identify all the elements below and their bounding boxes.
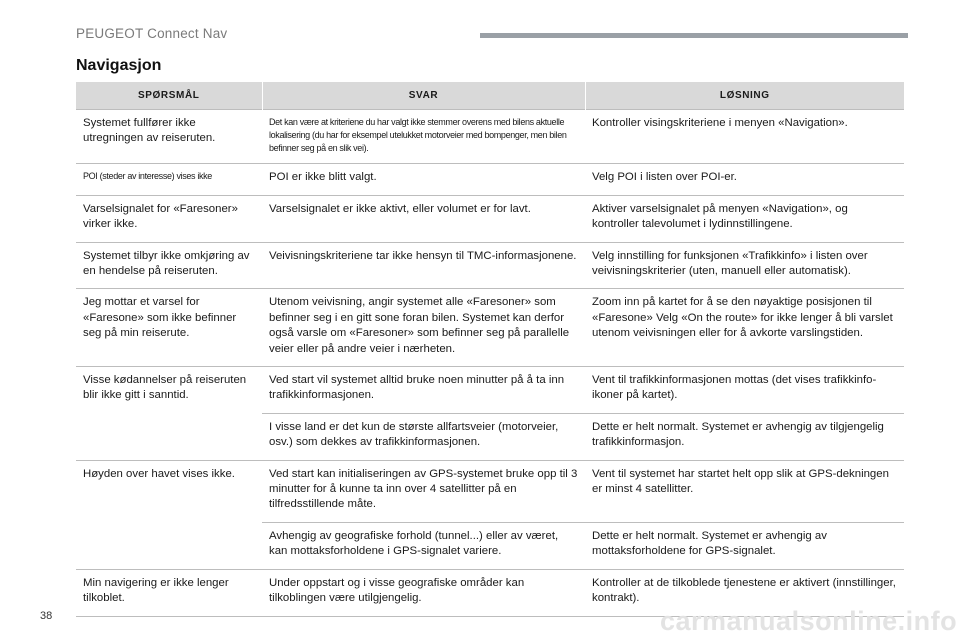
table-row (76, 195, 904, 242)
column-header-answer: SVAR (262, 82, 585, 110)
table-row (76, 110, 904, 164)
answer-cell: I visse land er det kun de største allfartsveier (motorveier, osv.) som dekkes av trafikkinformasjonen. (262, 413, 585, 460)
solution-cell: Aktiver varselsignalet på menyen «Navigation», og kontroller talevolumet i lydinnstillingene. (585, 195, 904, 242)
question-cell: Min navigering er ikke lenger tilkoblet. (76, 569, 262, 616)
answer-cell: POI er ikke blitt valgt. (262, 164, 585, 195)
header-bar (480, 33, 908, 38)
answer-cell: Ved start vil systemet alltid bruke noen minutter på å ta inn trafikkinformasjonen. (262, 367, 585, 414)
faq-table (76, 82, 904, 617)
column-header-question: SPØRSMÅL (76, 82, 262, 110)
question-cell: Systemet fullfører ikke utregningen av reiseruten. (76, 110, 262, 164)
table-row (76, 289, 904, 367)
question-cell: Visse kødannelser på reiseruten blir ikke gitt i sanntid. (76, 367, 262, 461)
answer-cell: Utenom veivisning, angir systemet alle «Faresoner» som befinner seg i en gitt sone foran bilen. Systemet kan derfor også varsle om «Faresoner» som befinner seg på parallelle veier eller på andre veier i nærheten. (262, 289, 585, 367)
watermark: carmanualsonline.info (660, 606, 958, 636)
column-header-solution: LØSNING (585, 82, 904, 110)
answer-cell: Under oppstart og i visse geografiske områder kan tilkoblingen være utilgjengelig. (262, 569, 585, 616)
answer-cell: Veivisningskriteriene tar ikke hensyn til TMC-informasjonene. (262, 242, 585, 289)
solution-cell: Vent til trafikkinformasjonen mottas (det vises trafikkinfo-ikoner på kartet). (585, 367, 904, 414)
answer-cell: Varselsignalet er ikke aktivt, eller volumet er for lavt. (262, 195, 585, 242)
solution-cell: Kontroller visingskriteriene i menyen «Navigation». (585, 110, 904, 164)
question-cell: Jeg mottar et varsel for «Faresone» som ikke befinner seg på min reiserute. (76, 289, 262, 367)
page-title: Navigasjon (76, 57, 162, 74)
table-row (76, 242, 904, 289)
solution-cell: Velg POI i listen over POI-er. (585, 164, 904, 195)
question-cell: Varselsignalet for «Faresoner» virker ikke. (76, 195, 262, 242)
answer-cell: Ved start kan initialiseringen av GPS-systemet bruke opp til 3 minutter for å kunne ta inn over 4 satellitter på en tilfredsstillende måte. (262, 460, 585, 522)
table-row (76, 367, 904, 414)
solution-cell: Vent til systemet har startet helt opp slik at GPS-dekningen er minst 4 satellitter. (585, 460, 904, 522)
question-cell: Systemet tilbyr ikke omkjøring av en hendelse på reiseruten. (76, 242, 262, 289)
answer-cell: Det kan være at kriteriene du har valgt ikke stemmer overens med bilens aktuelle lokalisering (du har for eksempel utelukket motorveier med bompenger, men bilen befinner seg på en slik vei). (262, 110, 585, 164)
table-row (76, 460, 904, 522)
solution-cell: Dette er helt normalt. Systemet er avhengig av tilgjengelig trafikkinformasjon. (585, 413, 904, 460)
answer-cell: Avhengig av geografiske forhold (tunnel...) eller av været, kan mottaksforholdene i GPS-signalet variere. (262, 522, 585, 569)
solution-cell: Zoom inn på kartet for å se den nøyaktige posisjonen til «Faresone» Velg «On the route» for ikke lenger å bli varslet utenom veivisningen eller for å avkorte varslingstiden. (585, 289, 904, 367)
solution-cell: Kontroller at de tilkoblede tjenestene er aktivert (innstillinger, kontrakt). (585, 569, 904, 616)
solution-cell: Dette er helt normalt. Systemet er avhengig av mottaksforholdene for GPS-signalet. (585, 522, 904, 569)
question-cell: POI (steder av interesse) vises ikke (76, 164, 262, 195)
brand-title: PEUGEOT Connect Nav (76, 26, 228, 41)
table-header (76, 82, 904, 110)
question-cell: Høyden over havet vises ikke. (76, 460, 262, 569)
table-row (76, 164, 904, 195)
page-number: 38 (40, 610, 53, 622)
solution-cell: Velg innstilling for funksjonen «Trafikkinfo» i listen over veivisningskriterier (uten, manuell eller automatisk). (585, 242, 904, 289)
